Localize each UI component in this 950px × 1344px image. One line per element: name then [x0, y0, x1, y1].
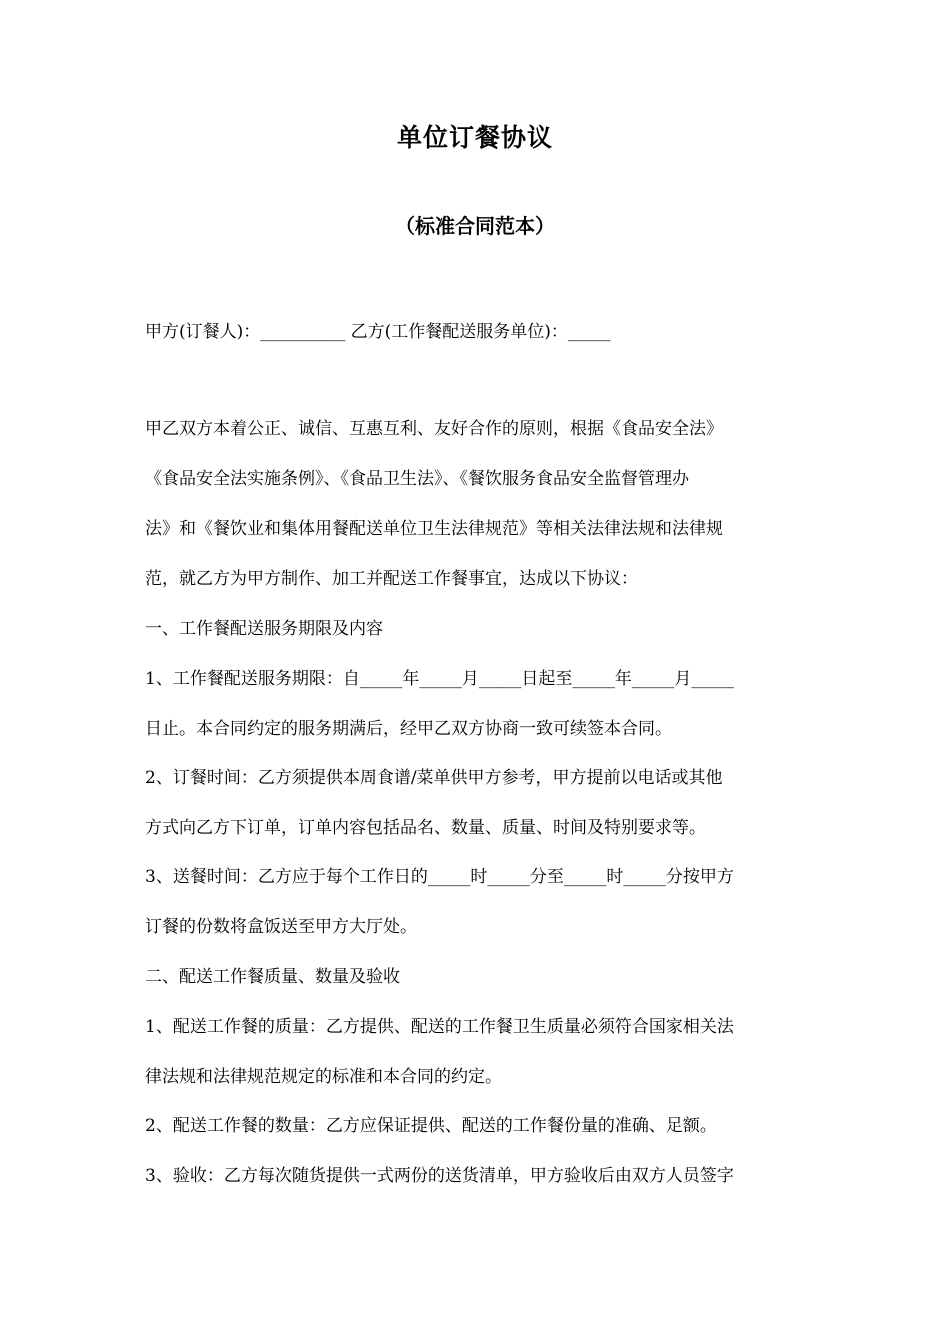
body-line: 法》和《餐饮业和集体用餐配送单位卫生法律规范》等相关法律法规和法律规: [145, 519, 723, 539]
body-line: 2、配送工作餐的数量：乙方应保证提供、配送的工作餐份量的准确、足额。: [145, 1116, 717, 1136]
body-line: 甲乙双方本着公正、诚信、互惠互利、友好合作的原则，根据《食品安全法》: [145, 419, 723, 439]
body-line: 《食品安全法实施条例》、《食品卫生法》、《餐饮服务食品安全监督管理办: [145, 469, 689, 489]
body-line: 日止。本合同约定的服务期满后，经甲乙双方协商一致可续签本合同。: [145, 719, 672, 739]
section-heading: 一、工作餐配送服务期限及内容: [145, 619, 383, 639]
body-line: 1、配送工作餐的质量：乙方提供、配送的工作餐卫生质量必须符合国家相关法: [145, 1017, 734, 1037]
body-line: 方式向乙方下订单，订单内容包括品名、数量、质量、时间及特别要求等。: [145, 818, 706, 838]
section-heading: 二、配送工作餐质量、数量及验收: [145, 967, 400, 987]
body-line: 1、工作餐配送服务期限：自_____年_____月_____日起至_____年_____月_____: [145, 669, 734, 689]
body-line: 订餐的份数将盒饭送至甲方大厅处。: [145, 917, 417, 937]
document-title: 单位订餐协议: [396, 123, 553, 152]
body-line: 2、订餐时间：乙方须提供本周食谱/菜单供甲方参考，甲方提前以电话或其他: [145, 768, 723, 788]
body-line: 3、验收：乙方每次随货提供一式两份的送货清单，甲方验收后由双方人员签字: [145, 1166, 734, 1186]
document-subtitle: （标准合同范本）: [395, 214, 555, 238]
body-line: 3、送餐时间：乙方应于每个工作日的_____时_____分至_____时_____分按甲方: [145, 867, 734, 887]
body-line: 范，就乙方为甲方制作、加工并配送工作餐事宜，达成以下协议：: [145, 569, 638, 589]
body-line: 律法规和法律规范规定的标准和本合同的约定。: [145, 1067, 502, 1087]
parties-line: 甲方(订餐人)：__________ 乙方(工作餐配送服务单位)：_____: [145, 322, 611, 342]
